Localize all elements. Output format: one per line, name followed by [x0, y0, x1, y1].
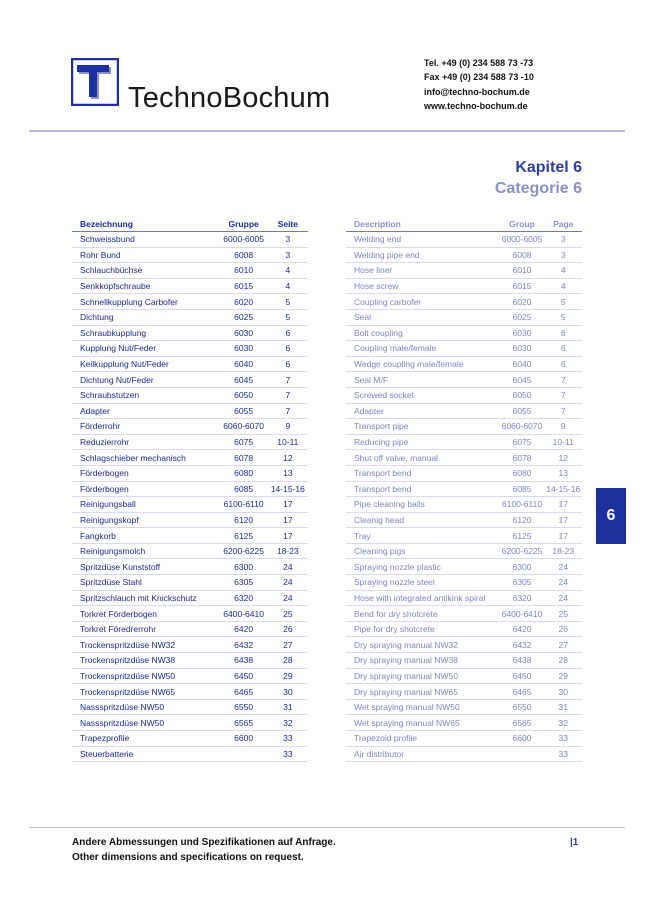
- cell-name: Rohr Bund: [72, 247, 220, 263]
- cell-name: Trapezoid profile: [346, 731, 500, 747]
- cell-name: Nassspritzdüse NW50: [72, 699, 220, 715]
- cell-name: Welding end: [346, 232, 500, 248]
- table-row: [72, 528, 308, 544]
- cell-page: 17: [544, 497, 582, 513]
- cell-name: Torkret Föredrerrohr: [72, 621, 220, 637]
- cell-page: 4: [544, 263, 582, 279]
- cell-name: Reduzierrohr: [72, 434, 220, 450]
- cell-page: 24: [544, 559, 582, 575]
- cell-name: Dry spraying manual NW50: [346, 668, 500, 684]
- cell-name: Dry spraying manual NW32: [346, 637, 500, 653]
- table-row: [346, 715, 582, 731]
- footer-note-en: Other dimensions and specifications on request.: [72, 852, 304, 863]
- table-row: [72, 419, 308, 435]
- cell-group: 6055: [500, 403, 545, 419]
- cell-name: Spritzschlauch mit Knickschutz: [72, 590, 220, 606]
- cell-name: Wet spraying manual NW65: [346, 715, 500, 731]
- cell-group: 6550: [220, 699, 268, 715]
- cell-group: 6030: [500, 341, 545, 357]
- cell-group: 6010: [220, 263, 268, 279]
- table-row: [346, 668, 582, 684]
- cell-page: 18-23: [544, 543, 582, 559]
- table-row: [72, 356, 308, 372]
- cell-page: 30: [268, 684, 308, 700]
- cell-page: 5: [268, 309, 308, 325]
- table-row: [72, 512, 308, 528]
- column-header-bezeichnung: Bezeichnung: [72, 217, 220, 232]
- cell-group: 6200-6225: [220, 543, 268, 559]
- cell-group: [500, 746, 545, 762]
- cell-name: Keilkupplung Nut/Feder: [72, 356, 220, 372]
- product-table-en: [346, 217, 582, 762]
- cell-name: Schraubkupplung: [72, 325, 220, 341]
- cell-name: Reinigungskopf: [72, 512, 220, 528]
- cell-group: 6550: [500, 699, 545, 715]
- cell-name: Spraying nozzle steel: [346, 575, 500, 591]
- table-row: [346, 419, 582, 435]
- footer-divider: [29, 827, 625, 828]
- cell-name: Wet spraying manual NW50: [346, 699, 500, 715]
- table-row: [346, 403, 582, 419]
- cell-page: 25: [268, 606, 308, 622]
- cell-page: 32: [544, 715, 582, 731]
- table-row: [346, 372, 582, 388]
- table-row: [72, 232, 308, 248]
- cell-name: Tray: [346, 528, 500, 544]
- table-row: [72, 294, 308, 310]
- cell-name: Coupling male/female: [346, 341, 500, 357]
- table-row: [72, 450, 308, 466]
- contact-block: [424, 56, 534, 114]
- cell-group: 6565: [500, 715, 545, 731]
- cell-group: 6300: [220, 559, 268, 575]
- cell-page: 5: [268, 294, 308, 310]
- table-row: [72, 559, 308, 575]
- cell-page: 7: [268, 403, 308, 419]
- cell-group: 6015: [500, 278, 545, 294]
- cell-group: 6045: [220, 372, 268, 388]
- table-row: [346, 278, 582, 294]
- table-row: [346, 653, 582, 669]
- cell-name: Cleaning pigs: [346, 543, 500, 559]
- table-row: [72, 746, 308, 762]
- table-row: [72, 668, 308, 684]
- cell-page: 6: [268, 356, 308, 372]
- cell-page: 9: [268, 419, 308, 435]
- cell-page: 6: [268, 341, 308, 357]
- cell-name: Nassspritzdüse NW50: [72, 715, 220, 731]
- cell-group: 6120: [220, 512, 268, 528]
- cell-group: 6020: [220, 294, 268, 310]
- cell-page: 27: [268, 637, 308, 653]
- table-row: [346, 294, 582, 310]
- table-row: [346, 263, 582, 279]
- cell-name: Schnellkupplung Carbofer: [72, 294, 220, 310]
- cell-name: Seal: [346, 309, 500, 325]
- cell-name: Trockenspritzdüse NW32: [72, 637, 220, 653]
- cell-name: Schlagschieber mechanisch: [72, 450, 220, 466]
- cell-page: 7: [544, 372, 582, 388]
- table-row: [346, 341, 582, 357]
- table-row: [72, 590, 308, 606]
- cell-page: 17: [544, 528, 582, 544]
- table-row: [72, 341, 308, 357]
- cell-page: 9: [544, 419, 582, 435]
- cell-name: Hose screw: [346, 278, 500, 294]
- cell-name: Bend for dry shotcrete: [346, 606, 500, 622]
- cell-group: 6465: [500, 684, 545, 700]
- cell-page: 33: [268, 746, 308, 762]
- table-row: [72, 497, 308, 513]
- cell-group: 6010: [500, 263, 545, 279]
- cell-page: 10-11: [268, 434, 308, 450]
- table-row: [346, 590, 582, 606]
- cell-group: 6600: [220, 731, 268, 747]
- cell-name: Cleanig head: [346, 512, 500, 528]
- cell-name: Trockenspritzdüse NW38: [72, 653, 220, 669]
- cell-page: 13: [268, 465, 308, 481]
- cell-name: Spritzdüse Kunststoff: [72, 559, 220, 575]
- table-row: [346, 247, 582, 263]
- cell-page: 14-15-16: [544, 481, 582, 497]
- cell-page: 30: [544, 684, 582, 700]
- column-header-page: Page: [544, 217, 582, 232]
- chapter-title-en: Categorie 6: [494, 180, 582, 197]
- cell-name: Trockenspritzdüse NW65: [72, 684, 220, 700]
- table-row: [72, 434, 308, 450]
- cell-name: Transport pipe: [346, 419, 500, 435]
- cell-name: Spraying nozzle plastic: [346, 559, 500, 575]
- cell-name: Schlauchbüchse: [72, 263, 220, 279]
- cell-group: [220, 746, 268, 762]
- cell-page: 29: [544, 668, 582, 684]
- cell-group: 6078: [220, 450, 268, 466]
- table-row: [346, 481, 582, 497]
- cell-group: 6040: [500, 356, 545, 372]
- cell-group: 6085: [220, 481, 268, 497]
- cell-group: 6008: [220, 247, 268, 263]
- cell-name: Hose with integrated antikink spiral: [346, 590, 500, 606]
- table-row: [346, 512, 582, 528]
- table-row: [72, 387, 308, 403]
- table-row: [346, 543, 582, 559]
- cell-name: Dry spraying manual NW65: [346, 684, 500, 700]
- cell-group: 6565: [220, 715, 268, 731]
- table-row: [72, 481, 308, 497]
- cell-name: Hose liner: [346, 263, 500, 279]
- cell-group: 6320: [500, 590, 545, 606]
- cell-page: 17: [268, 497, 308, 513]
- cell-group: 6075: [220, 434, 268, 450]
- table-row: [346, 746, 582, 762]
- cell-name: Kupplung Nut/Feder: [72, 341, 220, 357]
- cell-name: Dichtung: [72, 309, 220, 325]
- cell-page: 25: [544, 606, 582, 622]
- cell-page: 18-23: [268, 543, 308, 559]
- cell-group: 6432: [220, 637, 268, 653]
- cell-page: 32: [268, 715, 308, 731]
- cell-group: 6450: [220, 668, 268, 684]
- contact-website[interactable]: www.techno-bochum.de: [424, 101, 528, 112]
- table-row: [346, 325, 582, 341]
- cell-name: Screwed socket: [346, 387, 500, 403]
- cell-page: 33: [544, 746, 582, 762]
- cell-group: 6125: [220, 528, 268, 544]
- cell-group: 6030: [500, 325, 545, 341]
- cell-page: 4: [268, 278, 308, 294]
- cell-name: Förderbogen: [72, 481, 220, 497]
- cell-group: 6420: [500, 621, 545, 637]
- cell-name: Spritzdüse Stahl: [72, 575, 220, 591]
- cell-name: Reinigungsball: [72, 497, 220, 513]
- cell-name: Transport bend: [346, 481, 500, 497]
- cell-name: Trockenspritzdüse NW50: [72, 668, 220, 684]
- header-divider: [29, 130, 625, 132]
- table-row: [72, 621, 308, 637]
- cell-group: 6200-6225: [500, 543, 545, 559]
- cell-group: 6040: [220, 356, 268, 372]
- cell-name: Pipe cleaning balls: [346, 497, 500, 513]
- cell-name: Förderrohr: [72, 419, 220, 435]
- cell-name: Seal M/F: [346, 372, 500, 388]
- table-row: [72, 403, 308, 419]
- table-row: [72, 637, 308, 653]
- table-row: [346, 575, 582, 591]
- cell-page: 7: [544, 403, 582, 419]
- table-row: [346, 450, 582, 466]
- cell-group: 6008: [500, 247, 545, 263]
- table-row: [72, 465, 308, 481]
- cell-group: 6438: [220, 653, 268, 669]
- table-row: [346, 731, 582, 747]
- cell-page: 14-15-16: [268, 481, 308, 497]
- contact-phone: Tel. +49 (0) 234 588 73 -73: [424, 58, 534, 68]
- cell-group: 6432: [500, 637, 545, 653]
- cell-page: 29: [268, 668, 308, 684]
- cell-name: Welding pipe end: [346, 247, 500, 263]
- footer-note: [72, 835, 336, 865]
- table-row: [72, 278, 308, 294]
- cell-group: 6050: [500, 387, 545, 403]
- cell-group: 6400-6410: [500, 606, 545, 622]
- cell-page: 31: [268, 699, 308, 715]
- cell-group: 6400-6410: [220, 606, 268, 622]
- cell-group: 6305: [220, 575, 268, 591]
- table-row: [72, 699, 308, 715]
- cell-name: Coupling carbofer: [346, 294, 500, 310]
- cell-group: 6080: [500, 465, 545, 481]
- cell-name: Air distributor: [346, 746, 500, 762]
- cell-page: 7: [544, 387, 582, 403]
- cell-page: 28: [268, 653, 308, 669]
- cell-group: 6100-6110: [220, 497, 268, 513]
- cell-page: 33: [544, 731, 582, 747]
- cell-page: 6: [544, 341, 582, 357]
- column-header-gruppe: Gruppe: [220, 217, 268, 232]
- table-row: [346, 606, 582, 622]
- cell-page: 24: [544, 575, 582, 591]
- cell-page: 4: [544, 278, 582, 294]
- table-row: [346, 434, 582, 450]
- cell-name: Torkret Förderbogen: [72, 606, 220, 622]
- cell-page: 33: [268, 731, 308, 747]
- cell-page: 5: [544, 309, 582, 325]
- cell-name: Fangkorb: [72, 528, 220, 544]
- chapter-heading: [495, 157, 582, 199]
- cell-group: 6030: [220, 325, 268, 341]
- cell-group: 6015: [220, 278, 268, 294]
- cell-group: 6450: [500, 668, 545, 684]
- technobochum-logo-icon: [71, 58, 119, 106]
- page-number: |1: [570, 837, 579, 848]
- cell-page: 17: [544, 512, 582, 528]
- cell-group: 6300: [500, 559, 545, 575]
- cell-name: Pipe for dry shotcrete: [346, 621, 500, 637]
- cell-page: 4: [268, 263, 308, 279]
- cell-page: 24: [544, 590, 582, 606]
- cell-page: 6: [544, 325, 582, 341]
- cell-group: 6020: [500, 294, 545, 310]
- cell-name: Dichtung Nut/Feder: [72, 372, 220, 388]
- cell-group: 6305: [500, 575, 545, 591]
- cell-name: Schraubstutzen: [72, 387, 220, 403]
- cell-group: 6075: [500, 434, 545, 450]
- table-row: [346, 387, 582, 403]
- table-header-row: [72, 217, 308, 232]
- cell-page: 13: [544, 465, 582, 481]
- brand-name: TechnoBochum: [128, 82, 331, 114]
- cell-name: Adapter: [346, 403, 500, 419]
- table-row: [346, 232, 582, 248]
- cell-group: 6055: [220, 403, 268, 419]
- cell-group: 6600: [500, 731, 545, 747]
- table-row: [72, 684, 308, 700]
- cell-name: Wedge coupling male/female: [346, 356, 500, 372]
- cell-name: Trapezprofile: [72, 731, 220, 747]
- table-row: [72, 606, 308, 622]
- table-row: [346, 497, 582, 513]
- table-row: [72, 715, 308, 731]
- cell-page: 7: [268, 387, 308, 403]
- cell-group: 6050: [220, 387, 268, 403]
- cell-page: 24: [268, 590, 308, 606]
- table-row: [72, 575, 308, 591]
- table-row: [346, 637, 582, 653]
- column-header-group: Group: [500, 217, 545, 232]
- cell-page: 3: [268, 232, 308, 248]
- table-row: [346, 684, 582, 700]
- table-row: [72, 263, 308, 279]
- cell-page: 17: [268, 512, 308, 528]
- chapter-tab-marker: 6: [596, 488, 626, 544]
- cell-group: 6025: [220, 309, 268, 325]
- cell-page: 3: [268, 247, 308, 263]
- table-row: [72, 731, 308, 747]
- table-header-row: [346, 217, 582, 232]
- table-row: [346, 309, 582, 325]
- cell-group: 6080: [220, 465, 268, 481]
- footer-note-de: Andere Abmessungen und Spezifikationen auf Anfrage.: [72, 837, 336, 848]
- table-row: [346, 621, 582, 637]
- chapter-title-de: Kapitel 6: [515, 159, 582, 176]
- cell-page: 28: [544, 653, 582, 669]
- table-row: [72, 653, 308, 669]
- cell-group: 6045: [500, 372, 545, 388]
- table-row: [72, 543, 308, 559]
- cell-page: 12: [544, 450, 582, 466]
- cell-group: 6030: [220, 341, 268, 357]
- cell-group: 6000-6005: [500, 232, 545, 248]
- cell-group: 6025: [500, 309, 545, 325]
- cell-name: Shut off valve, manual: [346, 450, 500, 466]
- cell-group: 6000-6005: [220, 232, 268, 248]
- cell-page: 24: [268, 559, 308, 575]
- cell-page: 6: [544, 356, 582, 372]
- cell-group: 6085: [500, 481, 545, 497]
- table-row: [72, 325, 308, 341]
- cell-page: 31: [544, 699, 582, 715]
- column-header-description: Description: [346, 217, 500, 232]
- cell-page: 24: [268, 575, 308, 591]
- cell-name: Förderbogen: [72, 465, 220, 481]
- cell-group: 6420: [220, 621, 268, 637]
- cell-group: 6078: [500, 450, 545, 466]
- cell-page: 6: [268, 325, 308, 341]
- cell-page: 3: [544, 232, 582, 248]
- contact-fax: Fax +49 (0) 234 588 73 -10: [424, 72, 534, 83]
- cell-name: Bolt coupling: [346, 325, 500, 341]
- table-row: [346, 699, 582, 715]
- cell-page: 12: [268, 450, 308, 466]
- cell-page: 17: [268, 528, 308, 544]
- cell-name: Senkkopfschraube: [72, 278, 220, 294]
- cell-page: 26: [544, 621, 582, 637]
- table-row: [346, 559, 582, 575]
- cell-name: Reinigungsmolch: [72, 543, 220, 559]
- cell-group: 6465: [220, 684, 268, 700]
- cell-name: Dry spraying manual NW38: [346, 653, 500, 669]
- cell-name: Adapter: [72, 403, 220, 419]
- cell-group: 6125: [500, 528, 545, 544]
- cell-name: Schweissbund: [72, 232, 220, 248]
- table-row: [72, 309, 308, 325]
- cell-page: 26: [268, 621, 308, 637]
- cell-page: 27: [544, 637, 582, 653]
- table-row: [72, 372, 308, 388]
- table-row: [346, 465, 582, 481]
- table-row: [72, 247, 308, 263]
- contact-email[interactable]: info@techno-bochum.de: [424, 86, 530, 97]
- cell-group: 6320: [220, 590, 268, 606]
- table-row: [346, 356, 582, 372]
- cell-page: 5: [544, 294, 582, 310]
- cell-group: 6060-6070: [220, 419, 268, 435]
- product-table-de: [72, 217, 308, 762]
- cell-page: 3: [544, 247, 582, 263]
- cell-page: 10-11: [544, 434, 582, 450]
- cell-group: 6100-6110: [500, 497, 545, 513]
- cell-group: 6438: [500, 653, 545, 669]
- cell-name: Reducing pipe: [346, 434, 500, 450]
- cell-page: 7: [268, 372, 308, 388]
- cell-name: Steuerbatterie: [72, 746, 220, 762]
- cell-group: 6120: [500, 512, 545, 528]
- column-header-seite: Seite: [268, 217, 308, 232]
- cell-group: 6060-6070: [500, 419, 545, 435]
- table-row: [346, 528, 582, 544]
- cell-name: Transport bend: [346, 465, 500, 481]
